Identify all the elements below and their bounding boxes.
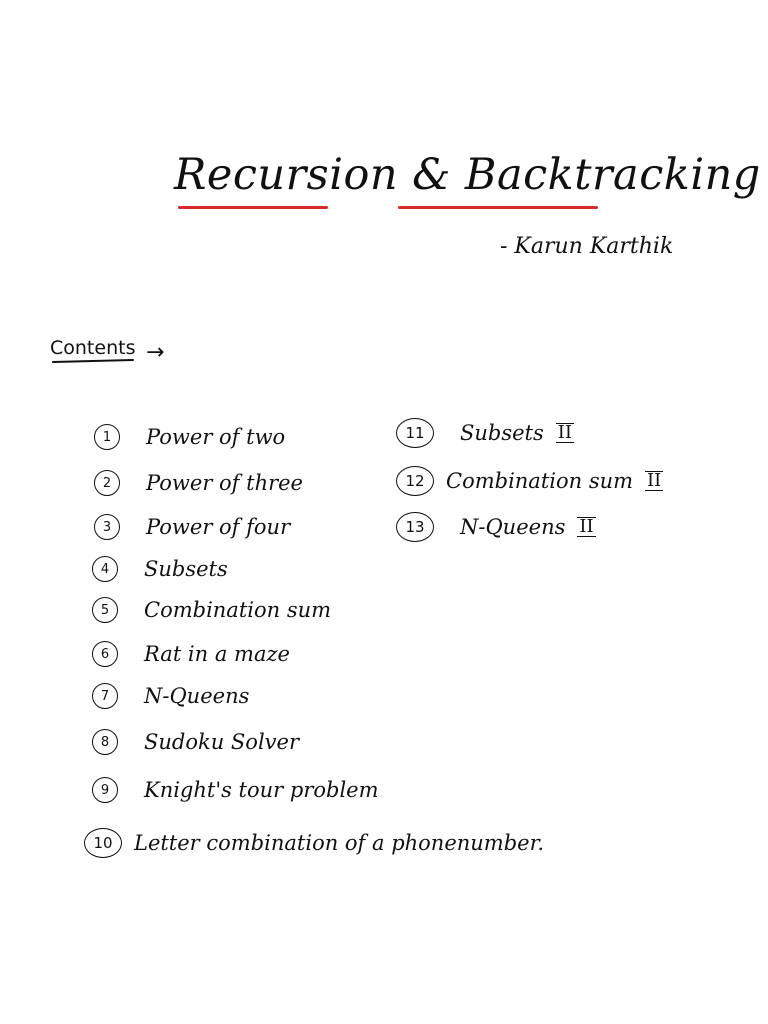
item-label: Power of three: [146, 471, 303, 495]
item-number: 9: [92, 777, 118, 803]
item-number: 1: [94, 424, 120, 450]
toc-item-4: [92, 556, 228, 582]
toc-item-11: [396, 418, 574, 448]
toc-item-10: [84, 828, 544, 858]
item-number: 2: [94, 470, 120, 496]
item-number: 7: [92, 683, 118, 709]
item-number: 10: [84, 828, 122, 858]
toc-item-8: [92, 729, 299, 755]
page-title: [174, 150, 761, 200]
item-label: Letter combination of a phonenumber.: [134, 831, 545, 855]
toc-item-7: [92, 683, 249, 709]
title-underline-left: [178, 206, 328, 209]
item-label: Sudoku Solver: [144, 730, 299, 754]
item-number: 6: [92, 641, 118, 667]
item-label: N-Queens: [460, 515, 566, 539]
toc-item-12: [396, 466, 663, 496]
toc-item-13: [396, 512, 596, 542]
author-name: - Karun Karthik: [500, 234, 674, 259]
toc-item-2: [94, 470, 303, 496]
toc-item-6: [92, 641, 290, 667]
item-label: Power of four: [146, 515, 291, 539]
title-ampersand: &: [412, 150, 451, 200]
item-label: Subsets: [460, 421, 544, 445]
arrow-right-icon: →: [146, 340, 165, 365]
toc-item-9: [92, 777, 379, 803]
item-label: Rat in a maze: [144, 642, 290, 666]
title-underline-right: [398, 206, 598, 209]
item-label: N-Queens: [144, 684, 250, 708]
item-suffix: II: [557, 422, 573, 443]
contents-underline: [52, 359, 134, 363]
toc-item-5: [92, 597, 331, 623]
item-label: Combination sum: [446, 469, 634, 493]
item-number: 12: [396, 466, 434, 496]
item-number: 11: [396, 418, 434, 448]
item-number: 8: [92, 729, 118, 755]
item-suffix: II: [647, 470, 662, 491]
item-label: Power of two: [146, 425, 286, 449]
item-number: 5: [92, 597, 118, 623]
toc-item-3: [94, 514, 290, 540]
title-backtracking: Backtracking: [464, 150, 761, 200]
title-recursion: Recursion: [174, 150, 399, 200]
item-label: Knight's tour problem: [144, 778, 379, 802]
item-number: 4: [92, 556, 118, 582]
toc-item-1: [94, 424, 285, 450]
item-label: Subsets: [144, 557, 228, 581]
item-number: 13: [396, 512, 434, 542]
item-number: 3: [94, 514, 120, 540]
contents-heading: Contents: [50, 337, 136, 359]
item-suffix: II: [579, 516, 594, 537]
item-label: Combination sum: [144, 598, 332, 622]
